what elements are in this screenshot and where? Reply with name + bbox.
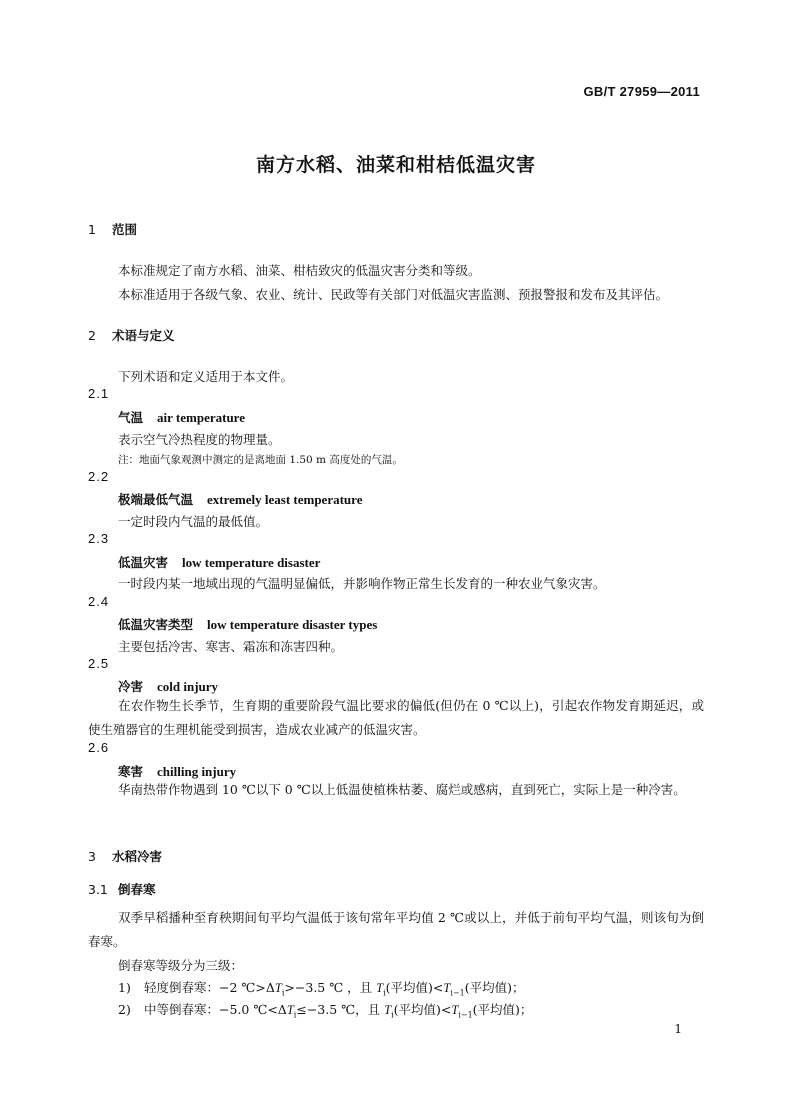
formula-text: (平均值)< [385, 980, 444, 995]
term-number: 2.4 [88, 594, 110, 609]
term-definition: 在农作物生长季节，生育期的重要阶段气温比要求的偏低(但仍在 0 ℃以上)，引起农作物发育期延迟，或使生殖器官的生理机能受到损害，造成农业减产的低温灾害。 [88, 698, 704, 737]
formula-var: T [286, 1003, 294, 1017]
subsection-heading [88, 880, 156, 898]
term-en: chilling injury [157, 764, 237, 779]
list-item [118, 978, 524, 998]
formula-text: −2 ℃>Δ [219, 980, 275, 995]
section-number: 3 [88, 849, 96, 864]
term-number: 2.6 [88, 740, 110, 755]
term-definition: 主要包括冷害、寒害、霜冻和冻害四种。 [118, 639, 344, 654]
item-label: 轻度倒春寒： [144, 980, 220, 995]
term-definition: 一定时段内气温的最低值。 [118, 514, 269, 529]
term-en: extremely least temperature [207, 492, 363, 507]
formula-text: −5.0 ℃<Δ [219, 1002, 287, 1017]
list-number: 2) [118, 1002, 131, 1017]
term-zh: 冷害 [118, 679, 144, 694]
late-spring-cold-paragraph: 双季早稻播种至育秧期间旬平均气温低于该旬常年平均值 2 ℃或以上，并低于前旬平均气温，则该旬为倒春寒。 [88, 910, 704, 949]
formula-sub: i−1 [458, 1010, 473, 1020]
term-zh: 低温灾害类型 [118, 617, 194, 632]
term-en: cold injury [157, 679, 219, 694]
term-number: 2.2 [88, 469, 110, 484]
term-note: 注：地面气象观测中测定的是离地面 1.50 m 高度处的气温。 [118, 454, 403, 466]
subsection-title: 倒春寒 [118, 882, 156, 897]
section-number: 2 [88, 328, 96, 343]
term-en: low temperature disaster [182, 555, 321, 570]
term-number: 2.5 [88, 656, 110, 671]
term-title [118, 677, 218, 695]
formula-text: >−3.5 ℃ ，且 [284, 980, 377, 995]
term-zh: 极端最低气温 [118, 492, 194, 507]
page-number: 1 [674, 1022, 682, 1036]
section-title: 术语与定义 [112, 328, 175, 343]
subsection-number: 3.1 [88, 882, 108, 897]
formula-text: (平均值)； [464, 980, 525, 995]
document-title: 南方水稻、油菜和柑桔低温灾害 [255, 154, 536, 176]
term-en: air temperature [157, 410, 245, 425]
term-title [118, 615, 377, 633]
term-title [118, 408, 245, 426]
grade-intro: 倒春寒等级分为三级： [118, 958, 244, 973]
formula-sub: i [293, 1010, 297, 1020]
formula-sub: i [391, 1010, 394, 1020]
term-zh: 寒害 [118, 764, 144, 779]
section-title: 范围 [112, 222, 138, 237]
term-number: 2.1 [88, 386, 110, 401]
term-definition: 表示空气冷热程度的物理量。 [118, 432, 281, 447]
formula-sub: i−1 [450, 988, 465, 998]
term-number: 2.3 [88, 531, 110, 546]
scope-paragraph-1: 本标准规定了南方水稻、油菜、柑桔致灾的低温灾害分类和等级。 [118, 263, 481, 278]
section-title: 水稻冷害 [112, 849, 163, 864]
formula-text: (平均值)； [472, 1002, 533, 1017]
formula-var: T [274, 981, 282, 995]
terms-intro: 下列术语和定义适用于本文件。 [118, 369, 294, 384]
formula-sub: i [383, 988, 386, 998]
scope-paragraph-2: 本标准适用于各级气象、农业、统计、民政等有关部门对低温灾害监测、预报警报和发布及其评估。 [118, 287, 669, 302]
formula-var: T [376, 981, 384, 995]
section-3-heading [88, 847, 162, 865]
term-zh: 气温 [118, 410, 144, 425]
formula-var: T [451, 1003, 459, 1017]
formula-var: T [443, 981, 451, 995]
section-1-heading [88, 220, 137, 238]
formula-text: ≤−3.5 ℃，且 [296, 1002, 385, 1017]
term-en: low temperature disaster types [207, 617, 378, 632]
term-definition: 华南热带作物遇到 10 ℃以下 0 ℃以上低温使植株枯萎、腐烂或感病，直到死亡，实际上是一种冷害。 [118, 782, 686, 797]
standard-code: GB/T 27959—2011 [583, 84, 700, 99]
term-definition: 一时段内某一地域出现的气温明显偏低，并影响作物正常生长发育的一种农业气象灾害。 [118, 576, 606, 591]
formula-sub: i [281, 988, 285, 998]
formula-text: (平均值)< [393, 1002, 452, 1017]
list-number: 1) [118, 980, 131, 995]
term-title [118, 553, 320, 571]
section-2-heading [88, 326, 175, 344]
list-item [118, 1000, 532, 1020]
formula-var: T [384, 1003, 392, 1017]
item-label: 中等倒春寒： [144, 1002, 220, 1017]
section-number: 1 [88, 222, 96, 237]
term-zh: 低温灾害 [118, 555, 169, 570]
term-title [118, 490, 362, 508]
